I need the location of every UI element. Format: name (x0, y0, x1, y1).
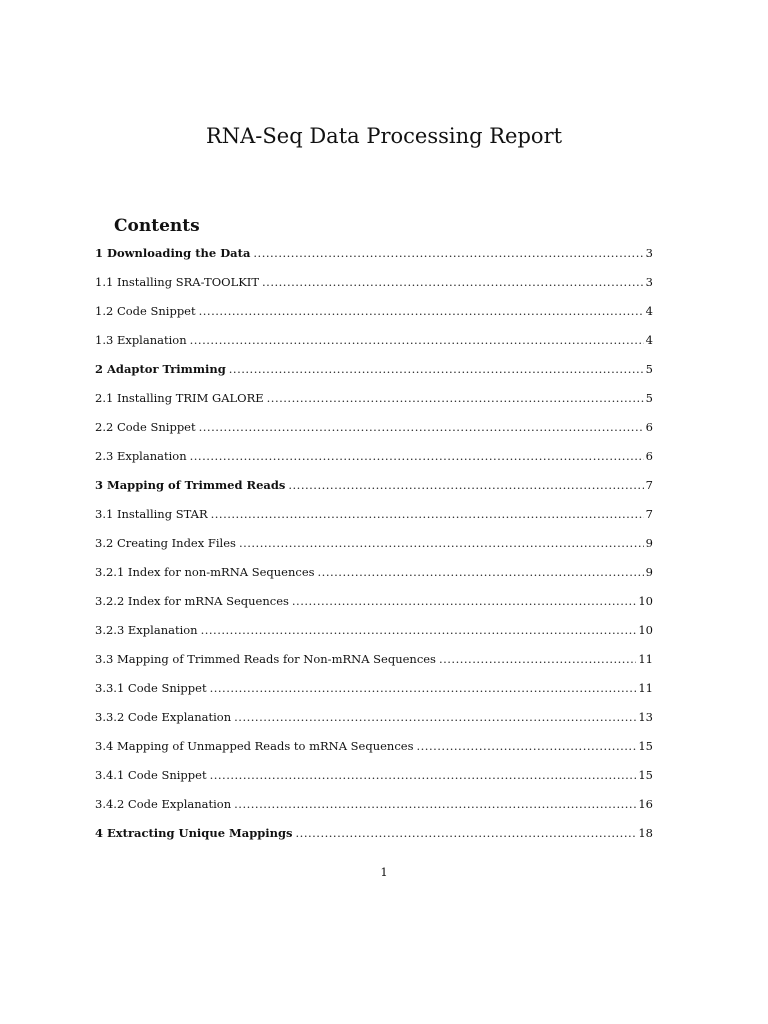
toc-entry-label: 2 Adaptor Trimming (95, 361, 226, 376)
toc-entry[interactable] (95, 674, 653, 703)
toc-entry-page: 5 (645, 390, 653, 405)
toc-entry-page: 9 (645, 535, 653, 550)
toc-dot-leader (201, 623, 637, 637)
toc-entry-label: 4 Extracting Unique Mappings (95, 826, 293, 841)
toc-entry-page: 11 (638, 652, 653, 667)
toc-dot-leader (229, 362, 644, 376)
toc-entry[interactable] (95, 616, 653, 645)
toc-dot-leader (190, 449, 644, 463)
toc-entry[interactable] (95, 761, 653, 790)
toc-entry-label: 3.4.1 Code Snippet (95, 768, 207, 783)
toc-entry[interactable] (95, 470, 653, 499)
toc-entry[interactable] (95, 412, 653, 441)
toc-entry-page: 16 (638, 797, 653, 812)
toc-entry-label: 1.2 Code Snippet (95, 303, 196, 318)
toc-dot-leader (190, 333, 644, 347)
toc-entry-page: 4 (645, 303, 653, 318)
toc-dot-leader (318, 565, 644, 579)
toc-dot-leader (439, 652, 636, 666)
toc-entry-label: 1.1 Installing SRA-TOOLKIT (95, 274, 260, 289)
toc-entry-page: 15 (638, 739, 653, 754)
toc-dot-leader (292, 594, 636, 608)
toc-entry-label: 3.2.2 Index for mRNA Sequences (95, 594, 289, 609)
toc-entry-page: 7 (645, 506, 653, 521)
toc-entry-label: 3 Mapping of Trimmed Reads (95, 477, 286, 492)
document-title: RNA-Seq Data Processing Report (205, 124, 563, 148)
toc-entry-page: 6 (645, 448, 653, 463)
toc-entry-label: 3.4.2 Code Explanation (95, 797, 232, 812)
toc-dot-leader (267, 391, 644, 405)
toc-entry-label: 3.4 Mapping of Unmapped Reads to mRNA Sequences (95, 739, 414, 754)
toc-entry-page: 9 (645, 565, 653, 580)
toc-entry[interactable] (95, 703, 653, 732)
toc-entry-page: 10 (638, 594, 653, 609)
toc-dot-leader (416, 739, 636, 753)
toc-entry-label: 2.3 Explanation (95, 448, 187, 463)
toc-dot-leader (262, 275, 644, 289)
toc-entry[interactable] (95, 499, 653, 528)
toc-entry-page: 10 (638, 623, 653, 638)
table-of-contents (95, 238, 653, 848)
toc-dot-leader (199, 304, 644, 318)
toc-entry[interactable] (95, 587, 653, 616)
toc-entry-label: 3.2.3 Explanation (95, 623, 198, 638)
toc-entry-label: 1.3 Explanation (95, 332, 187, 347)
toc-entry-page: 6 (645, 419, 653, 434)
toc-entry-page: 13 (638, 710, 653, 725)
toc-entry-page: 15 (638, 768, 653, 783)
toc-entry-page: 18 (638, 826, 653, 841)
toc-dot-leader (210, 681, 637, 695)
toc-entry-label: 2.2 Code Snippet (95, 419, 196, 434)
toc-entry[interactable] (95, 790, 653, 819)
toc-dot-leader (234, 797, 636, 811)
toc-entry[interactable] (95, 645, 653, 674)
toc-dot-leader (211, 507, 644, 521)
toc-entry[interactable] (95, 354, 653, 383)
toc-entry-label: 3.3.1 Code Snippet (95, 681, 207, 696)
toc-entry[interactable] (95, 296, 653, 325)
toc-entry-page: 3 (645, 245, 653, 260)
toc-entry-label: 3.1 Installing STAR (95, 506, 208, 521)
toc-entry[interactable] (95, 441, 653, 470)
toc-dot-leader (253, 246, 643, 260)
toc-entry[interactable] (95, 732, 653, 761)
toc-entry-page: 11 (638, 681, 653, 696)
toc-entry[interactable] (95, 819, 653, 848)
toc-entry[interactable] (95, 528, 653, 557)
toc-dot-leader (288, 478, 643, 492)
toc-entry[interactable] (95, 238, 653, 267)
toc-entry-label: 3.2.1 Index for non-mRNA Sequences (95, 565, 315, 580)
toc-entry-page: 5 (645, 361, 653, 376)
contents-heading: Contents (114, 216, 200, 236)
toc-entry-label: 3.3.2 Code Explanation (95, 710, 232, 725)
toc-entry-page: 4 (645, 332, 653, 347)
toc-entry-label: 1 Downloading the Data (95, 245, 251, 260)
toc-entry-label: 3.3 Mapping of Trimmed Reads for Non-mRNA Sequences (95, 652, 436, 667)
toc-entry[interactable] (95, 558, 653, 587)
toc-dot-leader (210, 768, 637, 782)
toc-entry[interactable] (95, 383, 653, 412)
toc-entry-label: 3.2 Creating Index Files (95, 535, 236, 550)
page-number: 1 (380, 865, 388, 879)
toc-entry-page: 7 (645, 477, 653, 492)
toc-dot-leader (296, 826, 637, 840)
toc-entry[interactable] (95, 267, 653, 296)
toc-dot-leader (239, 536, 644, 550)
toc-entry[interactable] (95, 325, 653, 354)
toc-entry-page: 3 (645, 274, 653, 289)
toc-dot-leader (199, 420, 644, 434)
toc-entry-label: 2.1 Installing TRIM GALORE (95, 390, 264, 405)
toc-dot-leader (234, 710, 636, 724)
